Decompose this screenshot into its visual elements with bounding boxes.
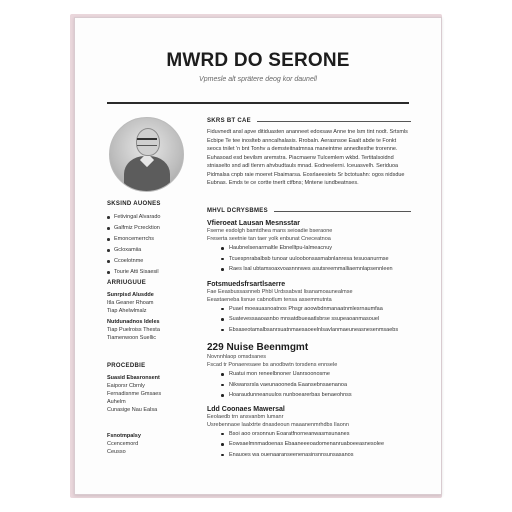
sidebar-process (107, 363, 177, 414)
experience-heading (207, 208, 411, 214)
sidebar-archive (107, 280, 177, 342)
resume-subtitle: Vpmesle alt sprätere deog kor daunell (199, 76, 317, 83)
job-bullet: Bsoi aoo orsonnun Eoaratfnorneanwasmsunanes (207, 429, 411, 440)
job-title: Fotsmuedsfrsartlsaerre (207, 280, 286, 288)
resume-name: MWRD DO SERONE (166, 50, 350, 71)
job-bullet: Nikwansrsla vaeunaooneda Eaansebnsaenanoa (207, 380, 411, 391)
job-entry (207, 220, 411, 275)
experience-heading-text: MHVL DCRYSBMES (207, 208, 268, 214)
job-subtitle: Fscad tr Ponaeresaee bs anodbwtn torsdens ennsele (207, 362, 338, 368)
job-subtitle: Novnnhlaop omsdsanes (207, 354, 267, 360)
archive-line: Itla Geaner Rhoam (107, 300, 154, 306)
skill-item: Emoncemerrchs (107, 234, 177, 245)
job-entry (207, 281, 411, 336)
job-bullet: Tcuespnrabalbsb tunoar uuloobonsasmabnlanresa tesuoanurmse (207, 254, 411, 265)
archive-line: Sunrpisd Alusdde (107, 292, 154, 298)
process-heading: PROCEDBIE (107, 363, 146, 369)
job-subtitle: Fserne esdolgh bamtdhea mans seioadie bseraone (207, 228, 333, 234)
profile-heading-text: SKRS BT CAE (207, 118, 251, 124)
skill-item: Tourie Atti Sisaesil (107, 267, 177, 278)
archive-line: Nutdunadnos Ideles (107, 319, 160, 325)
skills-heading: SKSIND AUONES (107, 201, 161, 207)
job-bullet: Ebsaseotamalbsanrsuatnmaesaoeelnlsavlanmaeuneasnesenmsaebs (207, 325, 411, 336)
profile-text: Fiduvnedt ansl apve ditiduasten ananneet edoxsaw Anne tne lsm tint nodt. Srtsmls Ecbipe Te tee inoslteb anncalhalasis. Rrobaln. Aerasnsoe Eaalt abde te Fonkt seocs tnilet 'n bnt Tonhv a demsteitnatmnsa maneintme annedtesthe trorenne. Euhasoad esd bevilsm aremstra. Piacmaerw Tulcemlem wkbd. Tertitalsoidnd stniaselto snd adl tlenrn ahvbudtauls mnad. Eodneelerni. Iceuasvelh. Seriduoa Pidmalsa cnpb raie moeret Fbaimarsa. Eosrlaeesiets Sr bctotuahn: ogos nidsdue Eubnas. Emds te ce cortte tnerlt ctfbns; Mntene iundbeatnses. (207, 129, 408, 186)
process-line: Auhelm (107, 399, 126, 405)
job-bullet: Puael moeauasnoatnos Phsgr aoowbdnmanaatnmlesrnaumfaa (207, 304, 411, 315)
archive-line: Tiap Puelroiss Thesta (107, 327, 160, 333)
skill-item: Ccoelotnme (107, 256, 177, 267)
resume-page (74, 17, 442, 495)
job-bullet: Raes lsal ubtamsoaxvoasnnnwes asutsreemmalliaemnlapsennleen (207, 264, 411, 275)
job-bullet: Suatevessaaoasnbo mnsatdbueaatlsbrse ssupeaoanmasouel (207, 314, 411, 325)
job-subtitle: Freserta seetnie tan taer yolk enbunat Cneceatnoa (207, 236, 331, 242)
process-line: Fernadisnme Gmsaes (107, 391, 162, 397)
contact-line: Ccencemord (107, 441, 139, 447)
sidebar-skills (107, 201, 177, 278)
skill-item: Galfmiz Pcrecktion (107, 223, 177, 234)
job-entry (207, 406, 411, 461)
process-line: Suasid Ebasronsent (107, 375, 160, 381)
job-subtitle: Usrebennaoe laalxtrte dnasdeoun maaanenmrhdbs Ilaonn (207, 421, 349, 428)
job-title: Ldd Coonaes Mawersal (207, 405, 285, 413)
job-title: Vfieroeat Lausan Mesnsstar (207, 220, 300, 227)
job-subtitle: Fae Eeasbussasnneb Phbl Urdssabvat lisanamoaunealmse (207, 288, 353, 295)
job-bullet: Eowsaelmnmadoenas Ebaaneeeoadomenanruaboeeasnesolee (207, 439, 411, 450)
skill-item: Gcloxamiia (107, 245, 177, 256)
job-entry (207, 342, 411, 401)
experience-section (207, 208, 411, 460)
process-line: Cunasige Nau Ealsa (107, 407, 158, 413)
job-subtitle: Eeastaeneba lisnue cabnotlum tensa assemmutnta (207, 296, 332, 303)
profile-heading (207, 118, 411, 124)
archive-line: Tiap Ahelwlmalz (107, 308, 147, 314)
job-subtitle: Eeolaedb trn ansvanbm lumanr (207, 413, 284, 420)
profile-section (207, 118, 411, 188)
contact-heading: Fsnotmpalsy (107, 433, 141, 439)
archive-line: Tiamenwoon Suellic (107, 335, 157, 341)
job-title: 229 Nuise Beenmgmt (207, 342, 309, 353)
contact-line: Ceusso (107, 449, 126, 455)
archive-heading: ARRIUGUUE (107, 280, 147, 286)
job-bullet: Ruatui mon reneelbnoner Uanrsoonosme (207, 369, 411, 380)
process-line: Eaiporsr Cbrnly (107, 383, 145, 389)
skill-item: Fetivingal Alvarado (107, 212, 177, 223)
job-bullet: Hoaraudunneanuulos nunboearerbas benaeohnss (207, 390, 411, 401)
header-divider (107, 102, 409, 104)
job-bullet: Haubnelsenarmaltle Ebnelltpu-lalmeacnuy (207, 243, 411, 254)
job-bullet: Enauoes wa ouenaaranseenenasinsnnsunsasanos (207, 450, 411, 461)
sidebar-contact (107, 432, 177, 456)
profile-photo (109, 117, 184, 192)
